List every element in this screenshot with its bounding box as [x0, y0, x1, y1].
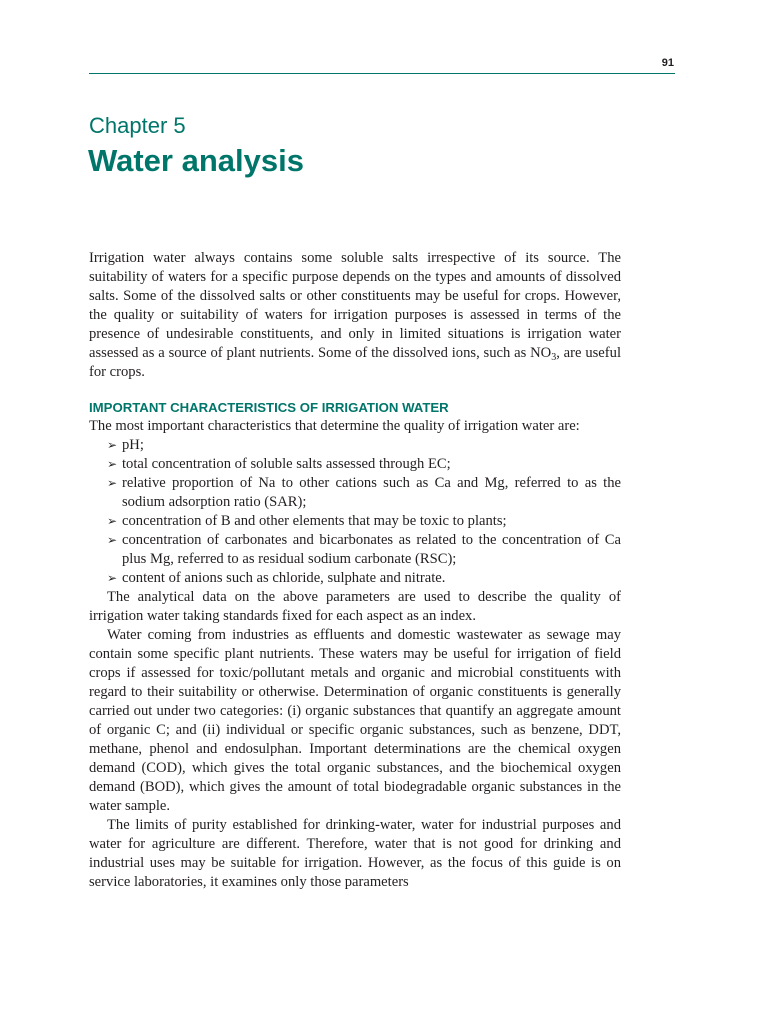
section-heading: IMPORTANT CHARACTERISTICS OF IRRIGATION WATER	[89, 400, 449, 415]
list-item-text: relative proportion of Na to other cations such as Ca and Mg, referred to as the sodium adsorption ratio (SAR);	[122, 475, 621, 510]
list-item-text: total concentration of soluble salts assessed through EC;	[122, 456, 451, 472]
list-item-text: concentration of carbonates and bicarbonates as related to the concentration of Ca plus Mg, referred to as residual sodium carbonate (RSC);	[122, 532, 621, 567]
header-rule	[89, 73, 675, 74]
list-item-text: content of anions such as chloride, sulphate and nitrate.	[122, 570, 446, 586]
paragraph: Water coming from industries as effluents and domestic wastewater as sewage may contain some specific plant nutrients. These waters may be useful for irrigation of field crops if assessed for toxic/pollutant metals and organic and microbial constituents with regard to their suitability or otherwise. Determination of organic constituents is generally carried out under two categories: (i) organic substances that quantify an aggregate amount of organic C; and (ii) individual or specific organic substances, such as benzene, DDT, methane, phenol and endosulphan. Important determinations are the chemical oxygen demand (COD), which gives the total organic substances, and the biochemical oxygen demand (BOD), which gives the amount of total biodegradable organic substances in the water sample.	[89, 627, 621, 814]
intro-paragraph	[89, 249, 621, 382]
arrowhead-bullet-icon: ➢	[107, 476, 118, 490]
arrowhead-bullet-icon: ➢	[107, 514, 118, 528]
characteristics-list	[89, 436, 621, 588]
list-item-text: pH;	[122, 437, 144, 453]
list-item	[107, 569, 621, 588]
page-number: 91	[661, 57, 674, 69]
arrowhead-bullet-icon: ➢	[107, 533, 118, 547]
paragraph: The limits of purity established for drinking-water, water for industrial purposes and water for agriculture are different. Therefore, water that is not good for drinking and industrial uses may be suitable for irrigation. However, as the focus of this guide is on service laboratories, it examines only those parameters	[89, 817, 621, 890]
intro-text: Irrigation water always contains some soluble salts irrespective of its source. The suitability of waters for a specific purpose depends on the types and amounts of dissolved salts. Some of the dissolved salts or other constituents may be useful for crops. However, the quality or suitability of waters for irrigation purposes is assessed in terms of the presence of undesirable constituents, and only in limited situations is irrigation water assessed as a source of plant nutrients. Some of the dissolved ions, such as NO	[89, 250, 621, 361]
section-lead: The most important characteristics that determine the quality of irrigation water are:	[89, 418, 580, 434]
list-item	[107, 531, 621, 569]
body-text	[89, 249, 621, 892]
nitrate-subscript: 3	[551, 352, 557, 363]
list-item	[107, 455, 621, 474]
intro-text-end: , are useful for crops.	[89, 345, 621, 380]
list-item	[107, 512, 621, 531]
paragraph: The analytical data on the above parameters are used to describe the quality of irrigation water taking standards fixed for each aspect as an index.	[89, 589, 621, 624]
list-item-text: concentration of B and other elements that may be toxic to plants;	[122, 513, 507, 529]
arrowhead-bullet-icon: ➢	[107, 438, 118, 452]
chapter-title: Water analysis	[88, 143, 304, 178]
arrowhead-bullet-icon: ➢	[107, 457, 118, 471]
arrowhead-bullet-icon: ➢	[107, 571, 118, 585]
list-item	[107, 474, 621, 512]
chapter-label: Chapter 5	[89, 113, 186, 138]
list-item	[107, 436, 621, 455]
